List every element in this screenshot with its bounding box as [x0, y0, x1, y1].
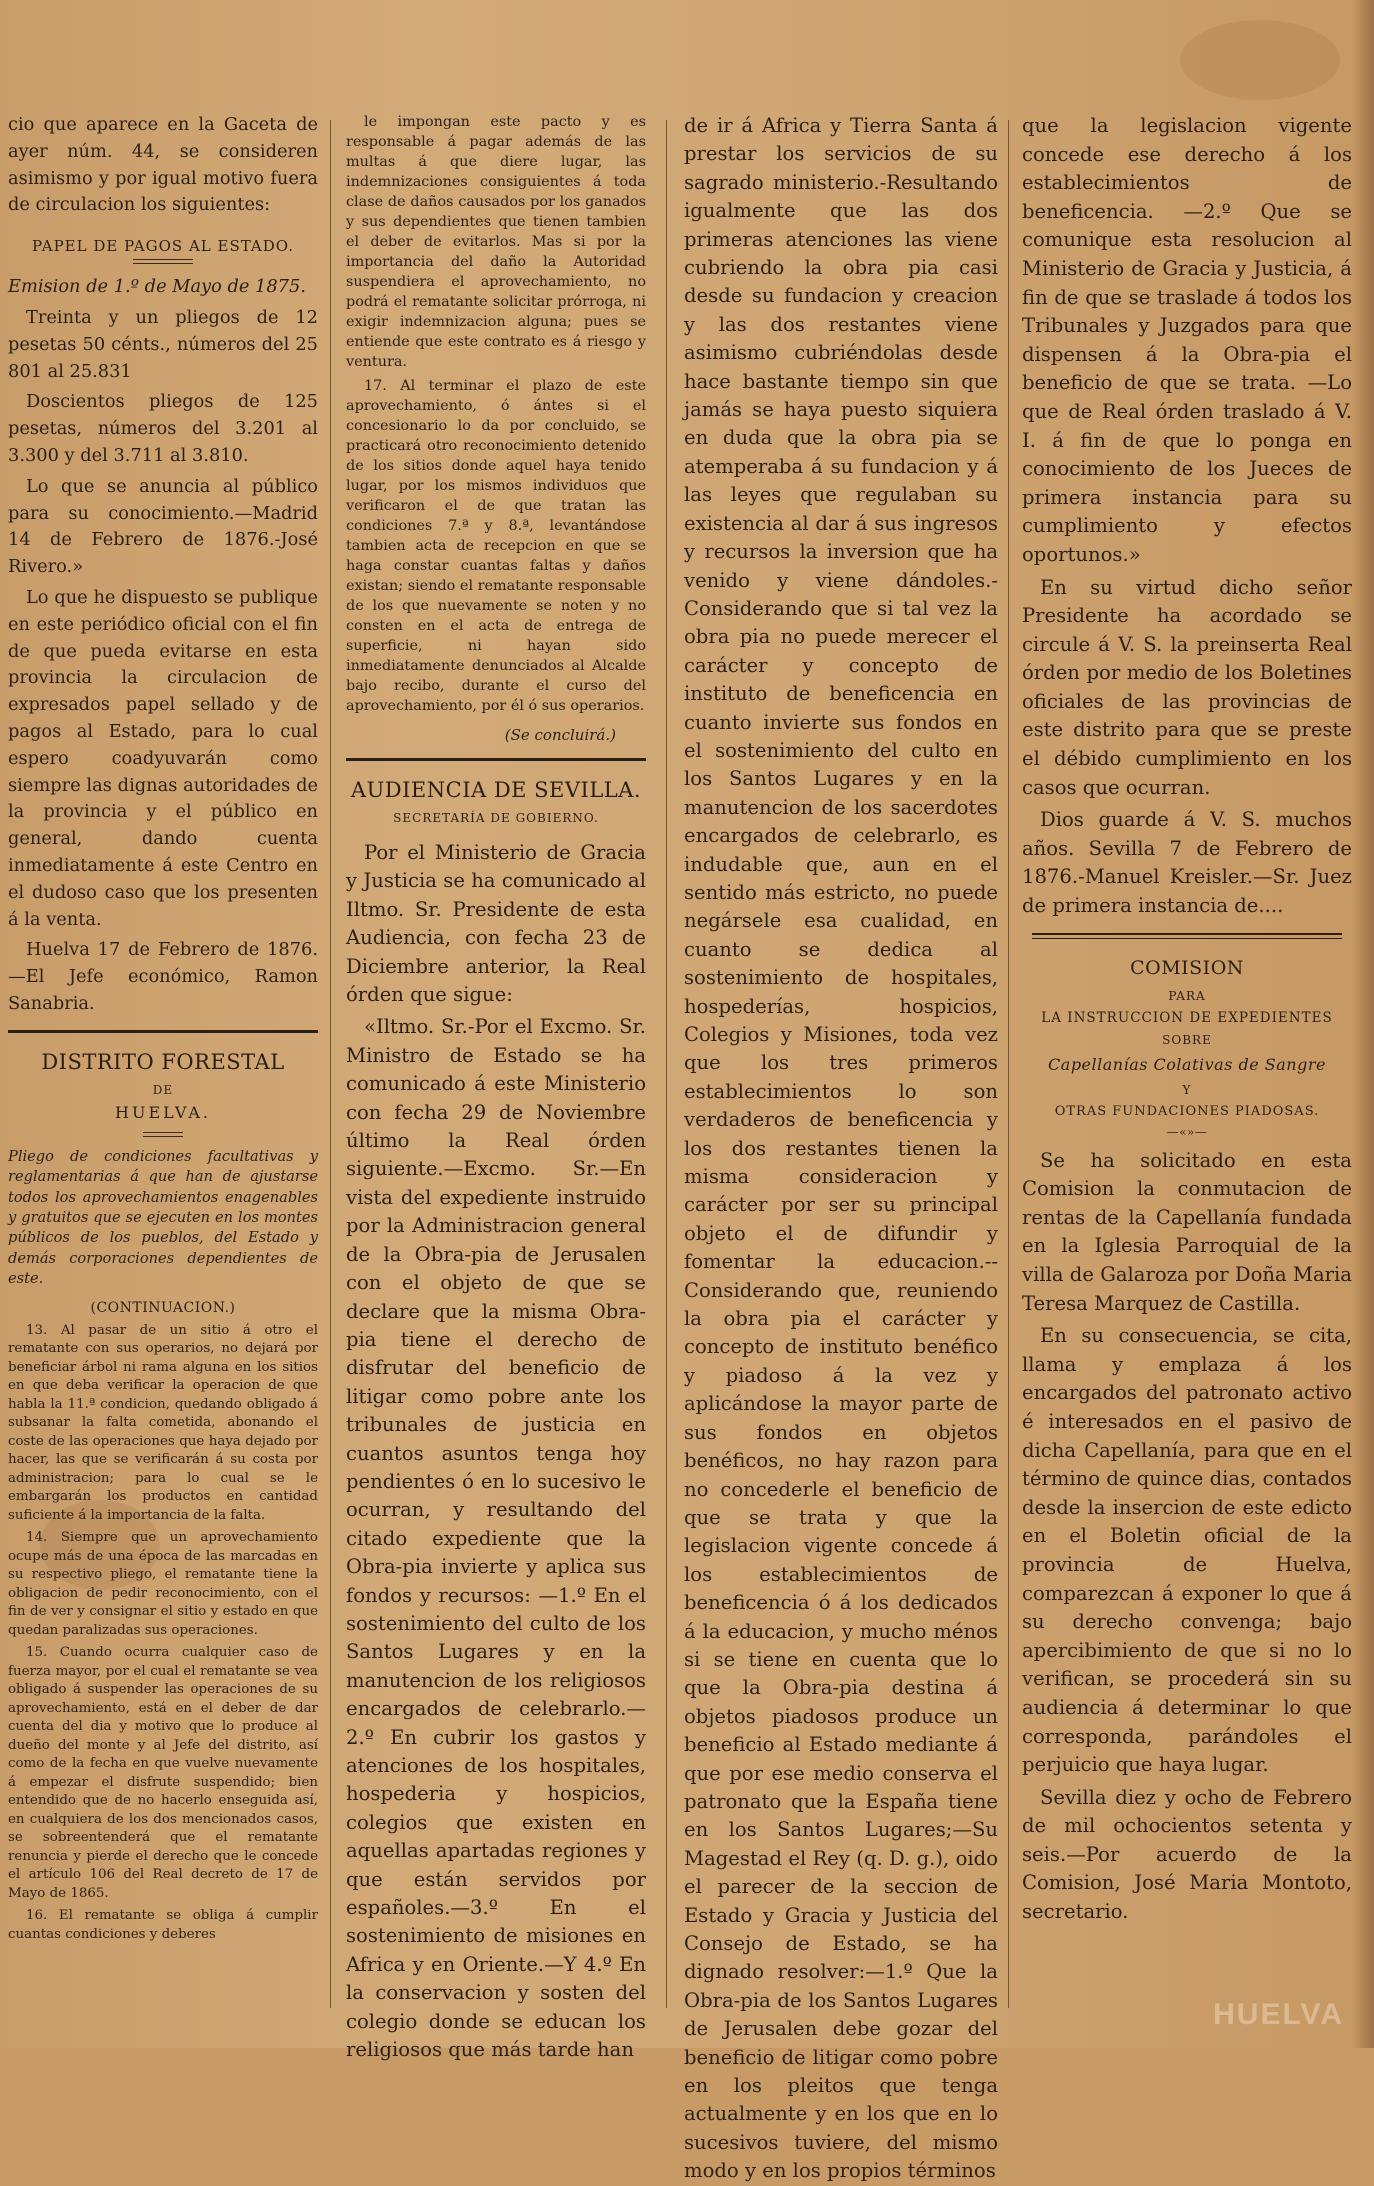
column-1: [8, 112, 318, 2028]
paragraph: Treinta y un pliegos de 12 pesetas 50 cénts., números del 25 801 al 25.831: [8, 306, 318, 382]
paragraph: Doscientos pliegos de 125 pesetas, números del 3.201 al 3.300 y del 3.711 al 3.810.: [8, 391, 318, 466]
separator: [133, 259, 193, 264]
heading-para: PARA: [1168, 988, 1206, 1003]
ornament: —«»—: [1166, 1124, 1208, 1139]
heading-instruccion: LA INSTRUCCION DE EXPEDIENTES: [1041, 1009, 1333, 1026]
heading-comision: COMISION: [1130, 956, 1244, 979]
condition-15: 15. Cuando ocurra cualquier caso de fuerza mayor, por el cual el rematante se vea obligado á suspender las operaciones de su aprovechamiento, está en el deber de dar cuenta del dia y motivo que lo produce al dueño del monte y al Jefe del distrito, así como de la fecha en que vuelve nuevamente á empezar el disfrute suspendido; bien entendido que de no hacerlo enseguida así, en cualquiera de los dos mencionados casos, se sobreentenderá que el rematante renuncia y pierde el derecho que le concede el artículo 106 del Real decreto de 17 de Mayo de 1865.: [8, 1645, 318, 1901]
huelva-watermark-logo: [1174, 1992, 1344, 2038]
column-divider: [1008, 120, 1009, 2008]
heading-y: Y: [1182, 1082, 1192, 1097]
column-divider: [330, 120, 331, 2008]
emision-line: Emision de 1.º de Mayo de 1875.: [8, 276, 306, 298]
continuacion-label: (CONTINUACION.): [90, 1299, 236, 1316]
paragraph: Por el Ministerio de Gracia y Justicia se ha comunicado al Iltmo. Sr. Presidente de esta Audiencia, con fecha 23 de Diciembre anterior, la Real órden que sigue:: [346, 841, 646, 1007]
watermark-text: HUELVA: [1213, 1998, 1344, 2031]
heading-otras-fundaciones: OTRAS FUNDACIONES PIADOSAS.: [1054, 1103, 1320, 1119]
paragraph: Lo que se anuncia al público para su conocimiento.—Madrid 14 de Febrero de 1876.-José Rivero.»: [8, 475, 318, 578]
se-concluira: (Se concluirá.): [504, 726, 616, 744]
paragraph: de ir á Africa y Tierra Santa á prestar los servicios de su sagrado ministerio.-Resultando igualmente que las dos primeras atenciones las viene cubriendo la obra pia casi desde su fundacion y creacion y las dos restantes viene asimismo cubriéndolas desde hace bastante tiempo sin que jamás se haya puesto siquiera en duda que la obra pia se atemperaba á su fundacion y á las leyes que regulaban su existencia al dar á sus ingresos y recursos la inversion que ha venido y viene dándoles.-Considerando que si tal vez la obra pia no puede merecer el carácter y concepto de instituto de beneficencia en cuanto invierte sus fondos en el sostenimiento del culto en los Santos Lugares y en la manutencion de los sacerdotes encargados de celebrarlo, es indudable que, aun en el sentido más estricto, no puede negársele esa cualidad, en cuanto se dedica al sostenimiento de hospitales, hospederías, hospicios, Colegios y Misiones, toda vez que los tres primeros establecimientos lo son verdaderos de beneficencia y los dos restantes tienen la misma consideracion y carácter por ser su principal objeto el de difundir y fomentar la educacion.--Considerando que, reuniendo la obra pia el carácter y concepto de instituto benéfico y piadoso á la vez y aplicándose la mayor parte de sus fondos en objetos benéficos, no hay razon para no concederle el beneficio de que se trata y que la legislacion vigente concede á los establecimientos de beneficencia ó á los dedicados á la educacion, y mucho ménos si se tiene en cuenta que lo que la Obra-pia destina á objetos piadosos produce un beneficio al Estado mediante á que por ese medio conserva el patronato que la España tiene en los Santos Lugares;—Su Magestad el Rey (q. D. g.), oido el parecer de la seccion de Estado y Gracia y Justicia del Consejo de Estado, se ha dignado resolver:—1.º Que la Obra-pia de los Santos Lugares de Jerusalen debe gozar del beneficio de litigar como pobre en los pleitos que tenga actualmente y en los que en lo sucesivos tuviere, del mismo modo y en los propios términos: [684, 114, 998, 2183]
condition-13: 13. Al pasar de un sitio á otro el rematante con sus operarios, no dejará por beneficiar árbol ni rama alguna en los sitios en que deba verificar la operacion de que habla la 11.ª condicion, quedando obligado á subsanar la falta cometida, abonando el coste de las operaciones que haya dejado por hacer, las que se verificarán á su costa por administracion; para lo cual se le embargarán los productos en cantidad suficiente á la importancia de la falta.: [8, 1322, 318, 1523]
column-2: [346, 112, 646, 2062]
paragraph: le impongan este pacto y es responsable á pagar además de las multas á que diere lugar, las indemnizaciones consiguientes á toda clase de daños causados por los ganados y sus dependientes que tienen tambien el deber de evitarlos. Mas si por la importancia del daño la Autoridad suspendiera el aprovechamiento, no podrá el rematante solicitar prórroga, ni exigir indemnizacion alguna; pues se entiende que este contrato es á riesgo y ventura.: [346, 114, 646, 370]
separator: [143, 1132, 183, 1137]
heading-capellanias: Capellanías Colativas de Sangre: [1048, 1054, 1326, 1074]
paragraph: «Iltmo. Sr.-Por el Excmo. Sr. Ministro de Estado se ha comunicado á este Ministerio con fecha 29 de Noviembre último la Real órden siguiente.—Excmo. Sr.—En vista del expediente instruido por la Administracion general de la Obra-pia de Jerusalen con el objeto de que se declare que la misma Obra-pia tiene el derecho de disfrutar del beneficio de litigar como pobre ante los tribunales de justicia en cuantos asuntos tenga hoy pendientes ó en lo sucesivo le ocurran, y resultando del citado expediente que la Obra-pia invierte y aplica sus fondos y recursos: —1.º En el sostenimiento del culto de los Santos Lugares y en la manutencion de los religiosos encargados de celebrarlo.—2.º En cubrir los gastos y atenciones de los hospitales, hospederia y hospicios, colegios que existen en aquellas apartadas regiones y que están servidos por españoles.—3.º En el sostenimiento de misiones en Africa y en Oriente.—Y 4.º En la conservacion y sosten del colegio donde se educan los religiosos que más tarde han: [346, 1015, 646, 2062]
heading-audiencia-sevilla: AUDIENCIA DE SEVILLA.: [350, 778, 642, 802]
paper-stain: [1180, 20, 1340, 100]
paragraph: Sevilla diez y ocho de Febrero de mil ochocientos setenta y seis.—Por acuerdo de la Comision, José Maria Montoto, secretario.: [1022, 1785, 1352, 1924]
condition-16: 16. El rematante se obliga á cumplir cuantas condiciones y deberes: [8, 1908, 318, 1942]
section-rule: [346, 758, 646, 761]
column-divider: [666, 120, 667, 2008]
paragraph: Lo que he dispuesto se publique en este periódico oficial con el fin de que pueda evitarse en esta provincia la circulacion de expresados papel sellado y de pagos al Estado, para lo cual espero coadyuvarán como siempre las dignas autoridades de la provincia y el público en general, dando cuenta inmediatamente á este Centro en el dudoso caso que los presenten á la venta.: [8, 586, 318, 930]
paragraph: En su consecuencia, se cita, llama y emplaza á los encargados del patronato activo é interesados en el pasivo de dicha Capellanía, para que en el término de quince dias, contados desde la insercion de este edicto en el Boletin oficial de la provincia de Huelva, comparezcan á exponer lo que á su derecho convenga; bajo apercibimiento de que si no lo verifican, se procederá sin su audiencia á determinar lo que corresponda, parándoles el perjuicio que haya lugar.: [1022, 1324, 1352, 1777]
paragraph: En su virtud dicho señor Presidente ha acordado se circule á V. S. la preinserta Real órden por medio de los Boletines oficiales de las provincias de este distrito para que se preste el débido cumplimiento en los casos que ocurran.: [1022, 575, 1352, 799]
paragraph: Se ha solicitado en esta Comision la conmutacion de rentas de la Capellanía fundada en la Iglesia Parroquial de la villa de Galaroza por Doña Maria Teresa Marquez de Castilla.: [1022, 1148, 1352, 1315]
heading-distrito-forestal: DISTRITO FORESTAL: [41, 1049, 285, 1074]
section-rule: [1032, 933, 1342, 939]
condition-17: 17. Al terminar el plazo de este aprovechamiento, ó ántes si el concesionario lo da por concluido, se practicará otro reconocimiento detenido de los sitios donde aquel haya tenido lugar, por los mismos individuos que verificaron el de que tratan las condiciones 7.ª y 8.ª, levantándose tambien acta de recepcion en que se haga constar cuantas faltas y daños existan; siendo el rematante responsable de los que nuevamente se noten y no consten en el acta de entrega de superficie, ni hayan sido inmediatamente denunciados al Alcalde bajo recibo, durante el curso del aprovechamiento, por él ó sus operarios.: [346, 378, 646, 714]
section-rule: [8, 1030, 318, 1033]
intro-paragraph: cio que aparece en la Gaceta de ayer núm. 44, se consideren asimismo y por igual motivo fuera de circulacion los siguientes:: [8, 114, 318, 216]
paragraph: Dios guarde á V. S. muchos años. Sevilla 7 de Febrero de 1876.-Manuel Kreisler.—Sr. Juez de primera instancia de....: [1022, 808, 1352, 918]
heading-de: DE: [152, 1082, 174, 1097]
pliego-description: Pliego de condiciones facultativas y reglamentarias á que han de ajustarse todos los aprovechamientos enagenables y gratuitos que se ejecuten en los montes públicos de los pueblos, del Estado y demás corporaciones dependientes de este.: [8, 1147, 318, 1288]
paragraph: que la legislacion vigente concede ese derecho á los establecimientos de beneficencia. —2.º Que se comunique esta resolucion al Ministerio de Gracia y Justicia, á fin de que se traslade á todos los Tribunales y Juzgados para que dispensen á la Obra-pia el beneficio de que se trata. —Lo que de Real órden traslado á V. I. á fin de que lo ponga en conocimiento de los Jueces de primera instancia para su cumplimiento y efectos oportunos.»: [1022, 114, 1352, 566]
condition-14: 14. Siempre que un aprovechamiento ocupe más de una época de las marcadas en su respectivo pliego, el rematante tiene la obligacion de pedir reconocimiento, con el fin de ver y consignar el sitio y estado en que quedan paralizadas sus operaciones.: [8, 1530, 318, 1638]
column-4: [1022, 112, 1352, 2028]
heading-papel-pagos: PAPEL DE PAGOS AL ESTADO.: [32, 237, 294, 256]
signature-paragraph: Huelva 17 de Febrero de 1876. —El Jefe económico, Ramon Sanabria.: [8, 939, 318, 1014]
heading-huelva: HUELVA.: [115, 1102, 211, 1122]
heading-sobre: SOBRE: [1162, 1032, 1212, 1047]
heading-secretaria: SECRETARÍA DE GOBIERNO.: [393, 811, 599, 825]
column-3: [684, 112, 998, 2183]
